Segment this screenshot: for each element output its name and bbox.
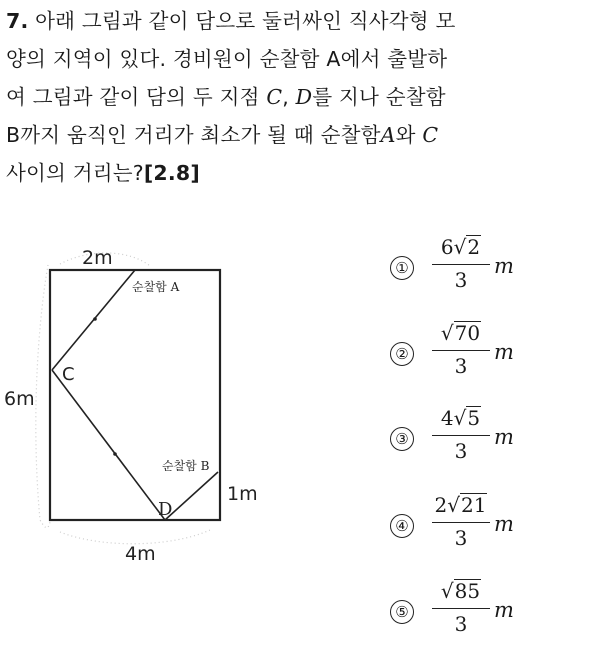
path-a-to-c	[52, 270, 135, 370]
label-left: 6m	[4, 388, 35, 410]
choice-5[interactable]	[390, 576, 590, 646]
choice-fraction	[432, 403, 490, 466]
denominator: 3	[454, 354, 468, 378]
choice-marker: ④	[390, 514, 414, 538]
question-line-4	[6, 116, 594, 154]
question-line-4b: 와	[395, 123, 423, 147]
choice-marker: ①	[390, 256, 414, 280]
sqrt: √5	[453, 406, 481, 430]
question-line-3b: 를 지나 순찰함	[312, 85, 446, 109]
choice-fraction	[432, 232, 490, 295]
question-line-2: 양의 지역이 있다. 경비원이 순찰함 A에서 출발하	[6, 47, 448, 71]
label-b: 순찰함 B	[162, 459, 210, 473]
choice-3[interactable]	[390, 403, 590, 473]
label-a: 순찰함 A	[132, 280, 180, 294]
rectangle-wall	[50, 270, 220, 520]
choice-1[interactable]	[390, 232, 590, 302]
question-line-1-text: 아래 그림과 같이 담으로 둘러싸인 직사각형 모	[35, 9, 456, 33]
unit: m	[494, 598, 514, 622]
radicand: 5	[467, 406, 481, 430]
point-d-italic: D	[295, 85, 313, 109]
label-right: 1m	[227, 483, 258, 505]
numerator	[432, 490, 490, 520]
numerator	[432, 403, 490, 433]
radicand: 21	[461, 493, 487, 517]
question-line-3a: 여 그림과 같이 담의 두 지점	[6, 85, 267, 109]
path-dot-1	[93, 317, 97, 321]
denominator: 3	[454, 612, 468, 636]
question-line-5-text: 사이의 거리는?	[6, 161, 144, 185]
denominator: 3	[454, 439, 468, 463]
denominator: 3	[454, 526, 468, 550]
point-c-italic: C	[266, 85, 283, 109]
diagram	[0, 230, 280, 570]
sqrt: √21	[447, 493, 487, 517]
sqrt: √85	[440, 579, 481, 603]
question-number: 7.	[6, 9, 29, 33]
coefficient: 4	[440, 406, 454, 430]
unit: m	[494, 340, 514, 364]
question-line-5	[6, 154, 594, 192]
coefficient: 6	[440, 235, 454, 259]
point-a-italic: A	[380, 123, 396, 147]
choice-2[interactable]	[390, 318, 590, 388]
question-line-1	[6, 2, 594, 40]
radicand: 85	[454, 579, 481, 603]
path-c-to-d	[52, 370, 165, 520]
sqrt: √2	[453, 235, 481, 259]
question-line-4a: B까지 움직인 거리가 최소가 될 때 순찰함	[6, 123, 381, 147]
sqrt: √70	[440, 321, 481, 345]
question-text	[6, 2, 594, 192]
comma: ,	[282, 85, 296, 109]
radicand: 70	[454, 321, 481, 345]
faint-dotted-arc-left	[36, 265, 50, 528]
label-d: D	[158, 499, 173, 520]
choice-marker: ⑤	[390, 600, 414, 624]
unit: m	[494, 254, 514, 278]
numerator	[432, 576, 490, 606]
choice-marker: ②	[390, 342, 414, 366]
unit: m	[494, 425, 514, 449]
score-badge: [2.8]	[143, 161, 200, 185]
point-c2-italic: C	[422, 123, 439, 147]
choice-fraction	[432, 318, 490, 381]
label-bottom: 4m	[125, 543, 156, 565]
numerator	[432, 318, 490, 348]
label-top: 2m	[82, 247, 113, 269]
choice-marker: ③	[390, 427, 414, 451]
question-line-3	[6, 78, 594, 116]
choice-4[interactable]	[390, 490, 590, 560]
denominator: 3	[454, 268, 468, 292]
numerator	[432, 232, 490, 262]
choice-fraction	[432, 490, 490, 553]
radicand: 2	[467, 235, 481, 259]
choice-fraction	[432, 576, 490, 639]
unit: m	[494, 512, 514, 536]
path-dot-2	[113, 452, 117, 456]
path-d-to-b	[165, 472, 218, 520]
label-c: C	[62, 364, 75, 385]
faint-dotted-arc-bottom	[60, 530, 210, 544]
coefficient: 2	[434, 493, 448, 517]
